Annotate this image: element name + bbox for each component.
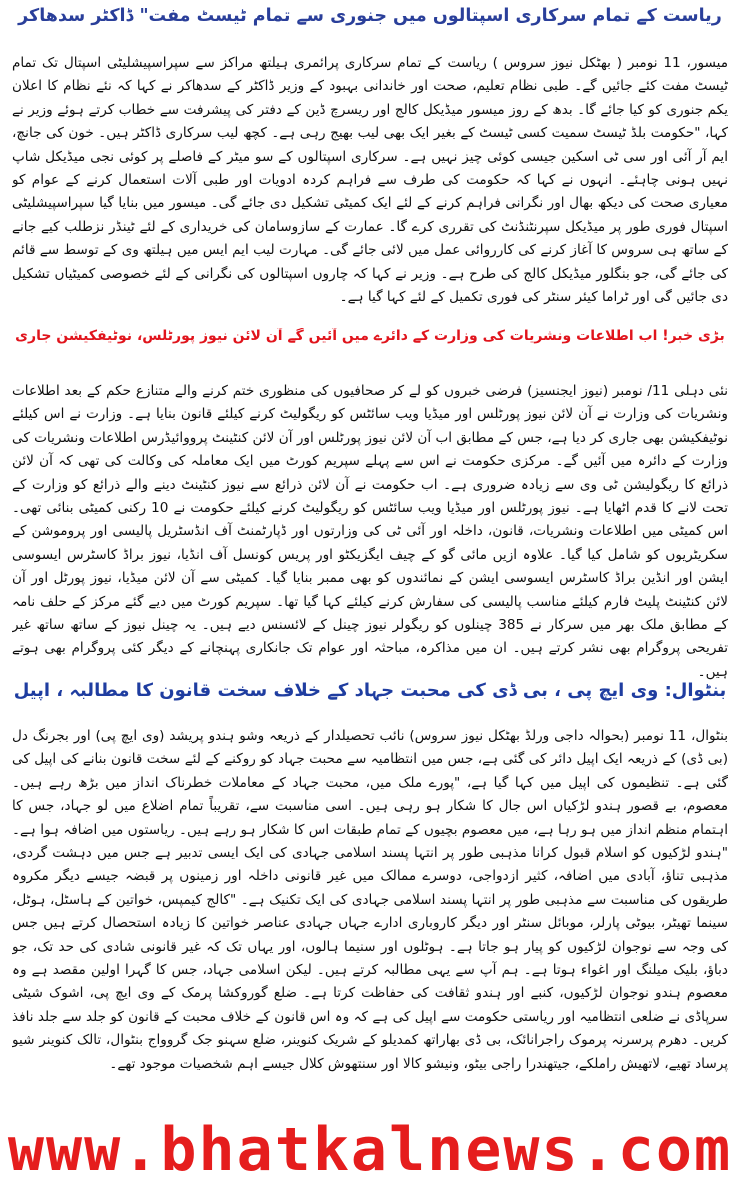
article-2-body: [12, 380, 728, 680]
article-1-body: [12, 52, 728, 334]
article-1-paragraph: میسور، 11 نومبر ( بھٹکل نیوز سروس ) ریاست کے تمام سرکاری پرائمری ہیلتھ مراکز سے سپراسپیشلیٹی اسپتال تک تمام ٹیسٹ مفت کئے جائیں گے۔ طبی نظام تعلیم، صحت اور خاندانی بہبود کے وزیر ڈاکٹر کے سدھاکر نے کہا کہ نئے نظام کا اعلان یکم جنوری کو کیا جائے گا۔ بدھ کے روز میسور میڈیکل کالج اور ریسرچ ڈین کے دفتر کی پیشرفت سے خطاب کرتے ہوئے وزیر نے کہا، "حکومت بلڈ ٹیسٹ سمیت کسی ٹیسٹ کے بغیر ایک بھی لیب بھیج رہی ہے۔ کچھ لیب سرکاری ڈاکٹر ہیں۔ خون کی جانچ، ایم آر آئی اور سی ٹی اسکین جیسی کوئی چیز نہیں ہے۔ سرکاری اسپتالوں کے سو میٹر کے فاصلے پر کوئی نجی میڈیکل شاپ نہیں ہونی چاہئے۔ انہوں نے کہا کہ حکومت کی طرف سے فراہم کردہ ادویات اور طبی آلات استعمال کرنے کے عوام کو معیاری صحت کی دیکھ بھال اور نگرانی فراہم کرنے کے لئے ایک کمیٹی تشکیل دی جائے گی۔ میسور میں بنایا گیا سپراسپیشلیٹی اسپتال فوری طور پر میڈیکل سپرنٹنڈنٹ کی تقرری کرے گا۔ عمارت کے سازوسامان کی خریداری کے لئے ٹینڈر نزطلب کیے جانے کے ساتھ ہی سروس کا آغاز کرنے کی کارروائی عمل میں لائی جائے گی۔ مہارت لیب ایم ایس میں ہیلتھ وی کے توسط سے قائم کی جائے گی، جو بنگلور میڈیکل کالج کی طرح ہے۔ وزیر نے کہا کہ چاروں اسپتالوں کی نگرانی کے لئے خصوصی کمیٹیاں تشکیل دی جائیں گی اور ٹراما کیئر سنٹر کی فوری تکمیل کے لئے کہا گیا ہے۔: [12, 55, 728, 306]
article-3-headline: بنٹوال: وی ایچ پی ، بی ڈی کی محبت جہاد کے خلاف سخت قانون کا مطالبہ ، اپیل: [13, 680, 727, 701]
article-3-paragraph: بنٹوال، 11 نومبر (بحوالہ داجی ورلڈ بھٹکل نیوز سروس) نائب تحصیلدار کے ذریعہ وشو ہندو پریشد (وی ایچ پی) اور بجرنگ دل (بی ڈی) کے ذریعہ ایک اپیل دائر کی گئی ہے، جس میں انتظامیہ سے محبت جہاد کو روکنے کے لئے سخت قانون بنانے کی اپیل کی گئی ہے۔ تنظیموں کی اپیل میں کہا گیا ہے، "پورے ملک میں، محبت جہاد کے معاملات خطرناک انداز میں بڑھ رہے ہیں۔ معصوم، بے قصور ہندو لڑکیاں اس جال کا شکار ہو رہی ہیں۔ اسی مناسبت سے، تقریباً تمام اضلاع میں لو جہاد، جس کا اہتمام منظم انداز میں ہو رہا ہے، میں معصوم بچیوں کے تمام طبقات اس کا شکار ہو رہے ہیں۔ ریاستوں میں اضافہ ہوا ہے۔ "ہندو لڑکیوں کو اسلام قبول کرانا مذہبی طور پر انتہا پسند اسلامی جہادی کی ایک ایسی تدبیر ہے جس میں دہشت گردی، مذہبی تناؤ، آبادی میں اضافہ، کثیر ازدواجی، دوسرے ممالک میں غیر قانونی داخلہ اور زمینوں پر قبضہ جیسے دیگر مکروہ طریقوں کی مناسبت سے مذہبی طور پر انتہا پسند اسلامی جہادی کی ایک تکنیک ہے۔ "کالج کیمپس، خواتین کے ہاسٹل، ہوٹل، سینما تھیٹر، بیوٹی پارلر، موبائل سنٹر اور دیگر کاروباری ادارے جہاں جہادی عناصر خواتین کا زیادہ استحصال کرتے ہیں جس کی وجہ سے نوجوان لڑکیوں کو پیار ہو جاتا ہے۔ ہوٹلوں اور سنیما ہالوں، اور یہاں تک کہ غیر قانونی شادی کی حد تک، جو دباؤ، بلیک میلنگ اور اغواء ہوتا ہے۔ ہم آپ سے یہی مطالبہ کرتے ہیں۔ لیکن اسلامی جہاد، جس کا گہرا اولین مقصد ہے وہ معصوم ہندو نوجوان لڑکیوں، کنبے اور ہندو ثقافت کی حفاظت کرتا ہے۔ ضلع گوروکشا پرمک کے وی ایچ پی، اشوک شیٹی سرپاڈی نے ضلعی انتظامیہ اور ریاستی حکومت سے اپیل کی ہے کہ وہ اس قانون کے خلاف محبت کے قانون کو جلد سے جلد نافذ کریں۔ دھرم پرسرنہ پرموک راجرانائک، بی ڈی بھاراتھ کمدیلو کے شریک کنوینر، ضلع سہنو جک گروواج بنٹوال، تالک کنوینر شیو پرساد تھیے، لاتھیش راملکے، جیتھندرا راجی بیٹو، ونیشو کالا اور سنتھوش کلال جیسے اہم شخصیات موجود تھے۔: [12, 728, 728, 1072]
article-1-headline: ریاست کے تمام سرکاری اسپتالوں میں جنوری سے تمام ٹیسٹ مفت" ڈاکٹر سدھاکر: [18, 6, 722, 26]
article-3-body: [12, 725, 728, 1105]
article-2-headline: بڑی خبر! اب اطلاعات ونشریات کی وزارت کے دائرے میں آئیں گے آن لائن نیوز پورٹلس، نوٹیفکیشن جاری: [15, 328, 725, 344]
site-url-banner: www.bhatkalnews.com: [7, 1115, 733, 1185]
article-2-paragraph: نئی دہلی 11/ نومبر (نیوز ایجنسیز) فرضی خبروں کو لے کر صحافیوں کی منظوری ختم کرنے والے متنازع حکم کے بعد اطلاعات ونشریات کی وزارت نے آن لائن نیوز پورٹلس اور میڈیا ویب سائٹس کو ریگولیٹ کرنے کیلئے قانون بنایا ہے۔ وزارت نے اس کیلئے نوٹیفکیشن بھی جاری کر دیا ہے، جس کے مطابق اب آن لائن نیوز پورٹلس اور آن لائن کنٹینٹ پرووائیڈرس اطلاعات ونشریات کی وزارت کے دائرہ میں آئیں گے۔ مرکزی حکومت نے اس سے پہلے سپریم کورٹ میں ایک معاملہ کی وکالت کی تھی کہ آن لائن ذرائع کا ریگولیشن ٹی وی سے زیادہ ضروری ہے۔ اب حکومت نے آن لائن ذرائع سے نیوز کنٹینٹ دینے والے ذرائع کو وزارت کے تحت لانے کا قدم اٹھایا ہے۔ نیوز پورٹلس اور میڈیا ویب سائٹس کو ریگولیٹ کرنے کیلئے حکومت نے 10 رکنی کمیٹی بنائی تھی۔ اس کمیٹی میں اطلاعات ونشریات، قانون، داخلہ اور آئی ٹی کی وزارتوں اور ڈپارٹمنٹ آف انڈسٹریل پالیسی اور پروموشن کے سکریٹریوں کو شامل کیا گیا۔ علاوہ ازیں مائی گو کے چیف ایگزیکٹو اور پریس کونسل آف انڈیا، نیوز براڈ کاسٹرس ایسوسی ایشن اور انڈین براڈ کاسٹرس ایسوسی ایشن کے نمائندوں کو بھی ممبر بنایا گیا۔ کمیٹی سے آن لائن میڈیا، نیوز پورٹل اور آن لائن کنٹینٹ پلیٹ فارم کیلئے مناسب پالیسی کی سفارش کرنے کیلئے کہا گیا تھا۔ سپریم کورٹ میں دیے گئے مرکز کے حلف نامہ کے مطابق ملک بھر میں سرکار نے 385 چینلوں کو ریگولر نیوز چینل کے لائسنس دیے ہیں۔ یہ چینل نیوز کے ساتھ ساتھ غیر تفریحی پروگرام بھی نشر کرتے ہیں۔ ان میں مذاکرہ، مباحثہ اور عوام تک جانکاری پہنچانے کے دیگر کئی پروگرام بھی ہوتے ہیں۔: [12, 383, 728, 680]
